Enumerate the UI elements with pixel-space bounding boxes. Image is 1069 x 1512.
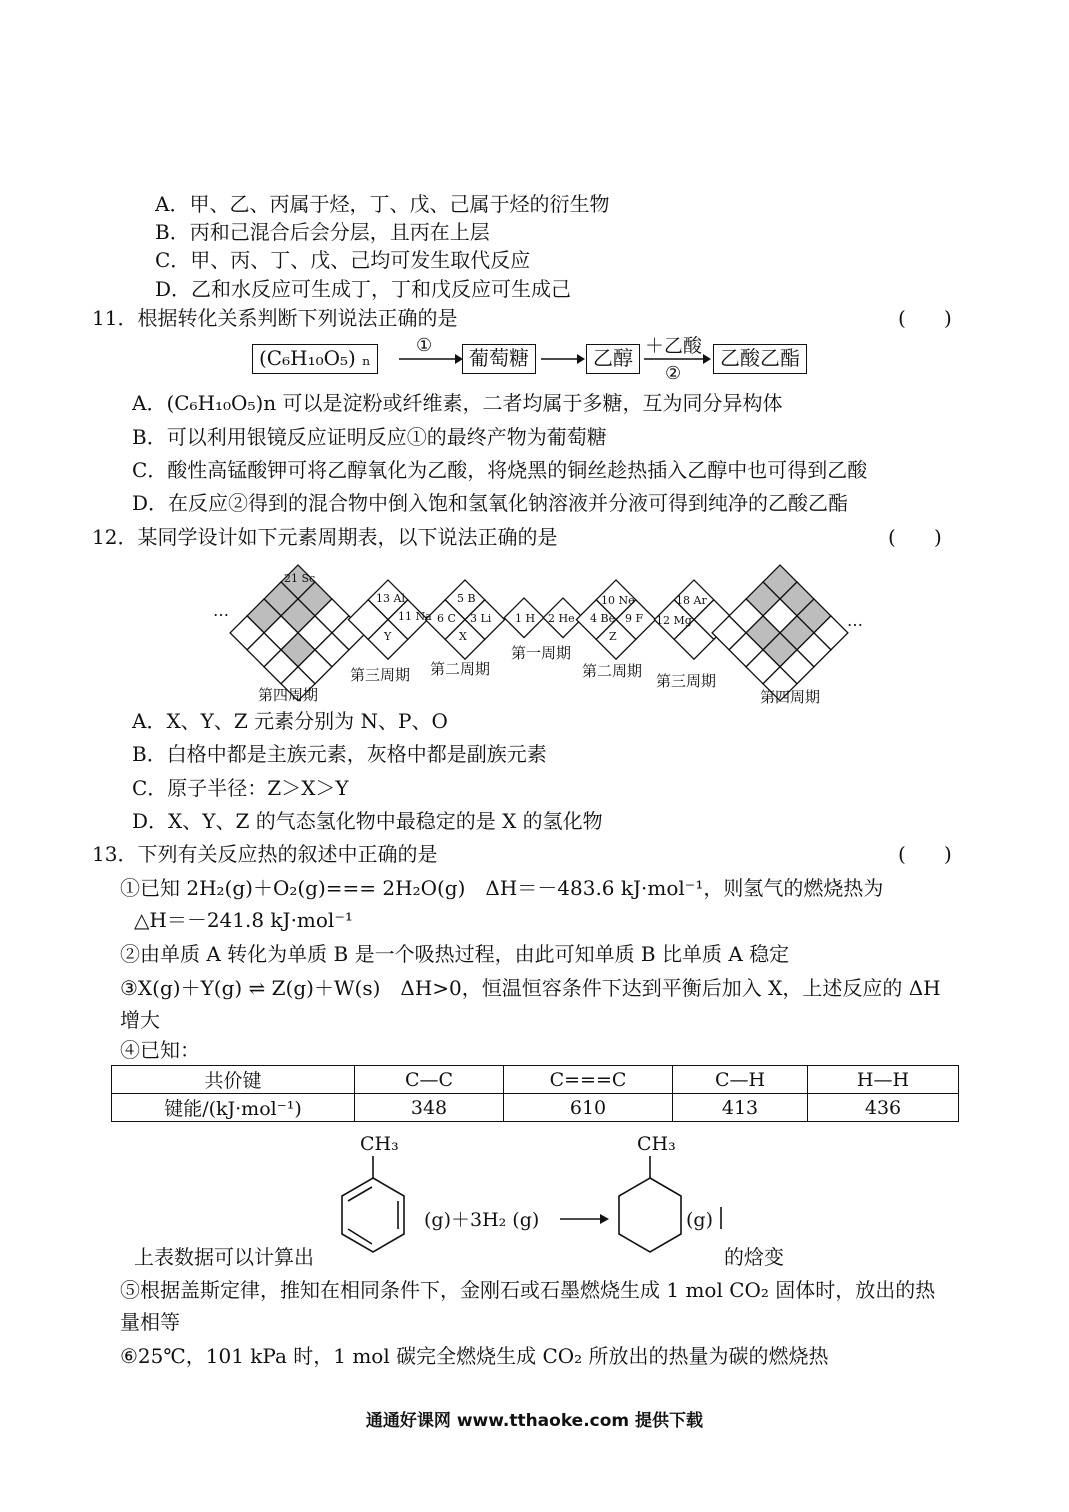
scheme-step2-label: ② xyxy=(665,363,682,384)
ellipsis-left: … xyxy=(213,601,229,620)
cell-h: 1 H xyxy=(515,612,536,625)
cell-mg: 12 Mg xyxy=(656,614,692,627)
q13-item4-label: ④已知： xyxy=(120,1038,200,1062)
table-cell: 键能/(kJ·mol⁻¹) xyxy=(112,1094,355,1122)
cell-sc: 21 Sc xyxy=(284,572,316,585)
table-header-cell: C—H xyxy=(673,1066,808,1094)
period-label-4-left: 第四周期 xyxy=(258,686,319,704)
page-footer: 通通好课网 www.tthaoke.com 提供下载 xyxy=(365,1411,704,1431)
table-cell: 348 xyxy=(355,1094,504,1122)
q11-stem: 11．根据转化关系判断下列说法正确的是 xyxy=(92,306,458,330)
q13-item3-line1: ③X(g)＋Y(g) ⇌ Z(g)＋W(s) ΔH>0，恒温恒容条件下达到平衡后加入 X，上述反应的 ΔH xyxy=(120,976,941,1000)
q10-option-a: A．甲、乙、丙属于烃，丁、戊、己属于烃的衍生物 xyxy=(155,192,610,216)
q12-option-d: D．X、Y、Z 的气态氢化物中最稳定的是 X 的氢化物 xyxy=(132,809,603,833)
table-header-cell: H—H xyxy=(808,1066,959,1094)
cell-y: Y xyxy=(384,630,392,643)
q13-item5-line1: ⑤根据盖斯定律，推知在相同条件下，金刚石或石墨燃烧生成 1 mol CO₂ 固体时，放出的热 xyxy=(120,1278,936,1302)
cell-al: 13 Al xyxy=(376,592,405,605)
q13-item4-text-b: 的焓变 xyxy=(724,1245,784,1269)
q13-item5-line2: 量相等 xyxy=(120,1310,180,1334)
q13-item3-line2: 增大 xyxy=(120,1008,160,1032)
q12-option-a: A．X、Y、Z 元素分别为 N、P、O xyxy=(132,709,448,733)
cell-x: X xyxy=(459,630,467,643)
cell-he: 2 He xyxy=(548,612,575,625)
scheme-glucose-box: 葡萄糖 xyxy=(462,344,536,374)
q10-option-b: B．丙和己混合后会分层，且丙在上层 xyxy=(155,220,490,244)
table-cell: 413 xyxy=(673,1094,808,1122)
scheme-reagent-label: ＋乙酸 xyxy=(645,335,703,357)
cell-be: 4 Be xyxy=(590,612,616,625)
q13-stem: 13．下列有关反应热的叙述中正确的是 xyxy=(92,842,438,866)
reaction-end-text: (g) xyxy=(686,1209,713,1231)
q10-option-c: C．甲、丙、丁、戊、己均可发生取代反应 xyxy=(155,248,531,272)
cell-c: 6 C xyxy=(437,612,456,625)
cell-ar: 18 Ar xyxy=(676,594,707,607)
period-label-3-left: 第三周期 xyxy=(350,666,411,684)
table-cell: 610 xyxy=(504,1094,673,1122)
period-label-2-right: 第二周期 xyxy=(582,662,643,680)
q12-answer-bracket: ( ) xyxy=(888,525,942,549)
cell-ne: 10 Ne xyxy=(601,594,635,607)
cell-li: 3 Li xyxy=(470,612,492,625)
q11-answer-bracket: ( ) xyxy=(898,306,952,330)
q13-answer-bracket: ( ) xyxy=(898,842,952,866)
cell-z: Z xyxy=(609,630,617,643)
q13-item2: ②由单质 A 转化为单质 B 是一个吸热过程，由此可知单质 B 比单质 A 稳定 xyxy=(120,942,790,966)
q12-option-c: C．原子半径：Z＞X＞Y xyxy=(132,776,349,800)
ellipsis-right: … xyxy=(847,611,863,630)
period-label-2-left: 第二周期 xyxy=(430,660,491,678)
q10-option-d: D．乙和水反应可生成丁，丁和戊反应可生成己 xyxy=(155,277,572,301)
table-header-cell: C===C xyxy=(504,1066,673,1094)
q11-option-d: D．在反应②得到的混合物中倒入饱和氢氧化钠溶液并分液可得到纯净的乙酸乙酯 xyxy=(132,491,849,515)
q12-stem: 12．某同学设计如下元素周期表，以下说法正确的是 xyxy=(92,525,558,549)
q13-item1-line2: △H＝－241.8 kJ·mol⁻¹ xyxy=(134,908,353,932)
period-label-4-right: 第四周期 xyxy=(760,688,821,706)
period-label-3-right: 第三周期 xyxy=(656,672,717,690)
scheme-product-box: 乙酸乙酯 xyxy=(713,344,807,374)
cell-f: 9 F xyxy=(625,612,644,625)
table-cell: 436 xyxy=(808,1094,959,1122)
q12-option-b: B．白格中都是主族元素，灰格中都是副族元素 xyxy=(132,742,547,766)
q13-item1-line1: ①已知 2H₂(g)＋O₂(g)=== 2H₂O(g) ΔH＝－483.6 kJ·mol⁻¹，则氢气的燃烧热为 xyxy=(120,876,884,900)
q11-option-a: A．(C₆H₁₀O₅)n 可以是淀粉或纤维素，二者均属于多糖，互为同分异构体 xyxy=(132,391,783,415)
cell-b: 5 B xyxy=(457,592,476,605)
period-label-1: 第一周期 xyxy=(511,644,572,662)
q13-item6: ⑥25℃，101 kPa 时，1 mol 碳完全燃烧生成 CO₂ 所放出的热量为碳的燃烧热 xyxy=(120,1344,829,1368)
reaction-middle-text: (g)＋3H₂ (g) xyxy=(424,1209,540,1231)
scheme-start-box: (C₆H₁₀O₅) ₙ xyxy=(252,344,378,374)
table-header-cell: C—C xyxy=(355,1066,504,1094)
scheme-ethanol-box: 乙醇 xyxy=(586,344,640,374)
q11-option-c: C．酸性高锰酸钾可将乙醇氧化为乙酸，将烧黑的铜丝趁热插入乙醇中也可得到乙酸 xyxy=(132,458,868,482)
table-header-cell: 共价键 xyxy=(112,1066,355,1094)
q11-option-b: B．可以利用银镜反应证明反应①的最终产物为葡萄糖 xyxy=(132,425,607,449)
scheme-step1-label: ① xyxy=(416,335,433,356)
cell-na: 11 Na xyxy=(398,610,432,623)
q13-item4-text-a: 上表数据可以计算出 xyxy=(134,1245,314,1269)
product-ch3-label: CH₃ xyxy=(637,1133,676,1155)
toluene-ch3-label: CH₃ xyxy=(360,1133,399,1155)
